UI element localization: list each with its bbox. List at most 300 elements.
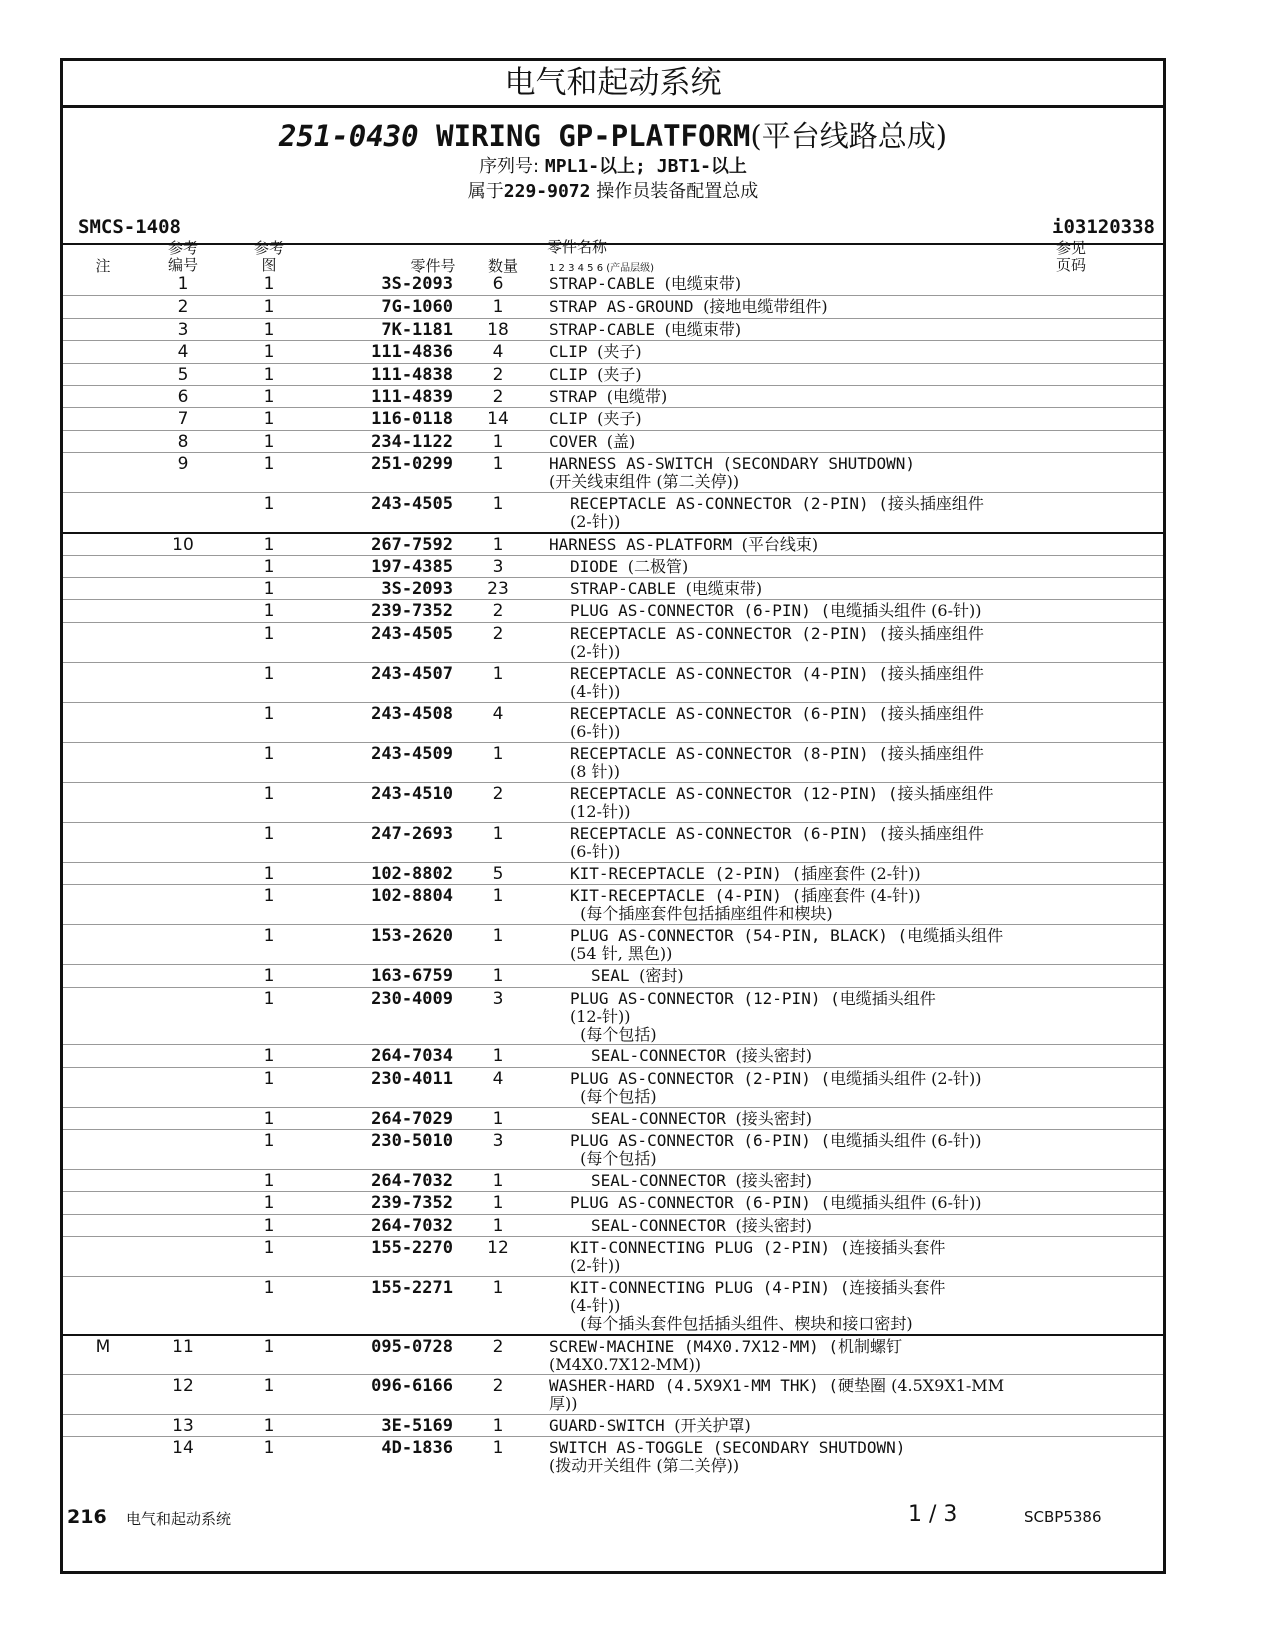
cell-part-name (549, 366, 642, 384)
cell-qty: 4 (492, 703, 504, 724)
part-name-en: SWITCH AS-TOGGLE (SECONDARY SHUTDOWN) (549, 1438, 906, 1458)
part-name-continuation: (2-针)) (570, 641, 621, 661)
cell-ref-illus: 1 (263, 297, 275, 318)
cell-part-name (549, 343, 642, 361)
cell-part-name (570, 785, 994, 821)
part-name-cn: (接头密封) (735, 1108, 812, 1128)
header-part-name: 零件名称 (547, 238, 608, 256)
table-row (63, 452, 1163, 493)
table-row (63, 295, 1163, 318)
part-name-cn: 插座套件 (4-针)) (801, 886, 921, 906)
cell-ref-illus: 1 (263, 1215, 275, 1236)
cell-part-no: 243-4510 (371, 783, 453, 804)
cell-part-no: 7G-1060 (381, 297, 453, 318)
part-name-continuation: (4-针)) (570, 1296, 621, 1316)
cell-ref-illus: 1 (263, 454, 275, 475)
cell-qty: 2 (492, 1375, 504, 1396)
cell-part-name (570, 887, 921, 923)
table-row (63, 430, 1163, 453)
cell-ref-no: 2 (177, 297, 189, 318)
section-banner: 电气和起动系统 (63, 61, 1163, 108)
cell-part-no: 163-6759 (371, 966, 453, 987)
cell-ref-no: 3 (177, 319, 189, 340)
part-name-cn: 接头插座组件 (887, 703, 984, 723)
cell-part-name (570, 1132, 982, 1168)
table-row (63, 622, 1163, 663)
table-row (63, 363, 1163, 386)
part-name-continuation: (6-针)) (570, 841, 621, 861)
cell-qty: 1 (492, 1215, 504, 1236)
cell-qty: 2 (492, 364, 504, 385)
cell-part-name (570, 1070, 982, 1106)
cell-note: M (95, 1336, 111, 1357)
illustration-id: i03120338 (1052, 216, 1155, 238)
part-name-en: STRAP-CABLE (549, 319, 665, 339)
table-row (63, 702, 1163, 743)
cell-qty: 1 (492, 1046, 504, 1067)
part-name-continuation: (8 针)) (570, 761, 620, 781)
cell-qty: 1 (492, 1415, 504, 1436)
part-name-cn: (电缆束带) (685, 579, 763, 598)
part-name-cn: 接头插座组件 (897, 783, 994, 803)
part-name-cn: 接头插座组件 (887, 823, 984, 843)
cell-ref-illus: 1 (263, 988, 275, 1009)
cell-ref-illus: 1 (263, 535, 275, 556)
part-name-cn: 电缆插头组件 (2-针)) (830, 1068, 982, 1088)
part-name-continuation: 厚)) (549, 1393, 578, 1413)
cell-part-no: 243-4509 (371, 743, 453, 764)
table-row (63, 407, 1163, 430)
cell-qty: 1 (492, 886, 504, 907)
cell-ref-illus: 1 (263, 1415, 275, 1436)
part-name-en: RECEPTACLE AS-CONNECTOR (2-PIN) ( (570, 623, 888, 643)
cell-qty: 1 (492, 966, 504, 987)
header-qty: 数量 (487, 257, 518, 275)
part-name-continuation: (12-针)) (570, 801, 631, 821)
cell-part-no: 264-7032 (371, 1171, 453, 1191)
part-name-cn: 电缆插头组件 (6-针)) (830, 1131, 982, 1150)
cell-part-name (549, 433, 635, 451)
part-name-cn: 电缆插头组件 (907, 926, 1004, 946)
header-levels: 1 2 3 4 5 6 (产品层级) (549, 263, 655, 274)
cell-part-no: 111-4839 (371, 387, 453, 407)
table-row (63, 599, 1163, 622)
part-name-cn: 插座套件 (2-针)) (801, 863, 921, 883)
cell-qty: 1 (492, 1278, 504, 1299)
cell-part-name (570, 705, 984, 741)
cell-qty: 5 (492, 863, 504, 884)
cell-ref-illus: 1 (263, 823, 275, 844)
table-row (63, 273, 1163, 295)
cell-qty: 2 (492, 1336, 504, 1357)
cell-ref-illus: 1 (263, 663, 275, 684)
cell-ref-illus: 1 (263, 274, 275, 294)
cell-part-name (570, 665, 984, 701)
cell-qty: 1 (492, 297, 504, 318)
cell-ref-no: 7 (177, 409, 189, 430)
cell-part-no: 264-7029 (371, 1108, 453, 1129)
cell-qty: 1 (492, 663, 504, 684)
part-name-en: KIT-RECEPTACLE (4-PIN) ( (570, 886, 802, 906)
part-name-cn: (开关护罩) (674, 1415, 751, 1435)
table-row (63, 1191, 1163, 1214)
cell-ref-illus: 1 (263, 743, 275, 764)
cell-part-no: 234-1122 (371, 431, 453, 452)
cell-part-name (570, 625, 984, 661)
table-row (63, 1129, 1163, 1170)
cell-qty: 4 (492, 342, 504, 363)
part-name-en: WASHER-HARD (4.5X9X1-MM THK) ( (549, 1375, 838, 1395)
group-number: 251-0430 (278, 119, 419, 153)
table-row (63, 340, 1163, 363)
cell-part-no: 155-2271 (371, 1278, 453, 1299)
cell-ref-illus: 1 (263, 886, 275, 907)
part-name-en: PLUG AS-CONNECTOR (6-PIN) ( (570, 1193, 831, 1213)
part-name-en: STRAP-CABLE (570, 579, 686, 598)
cell-qty: 12 (487, 1238, 509, 1259)
table-row (63, 318, 1163, 341)
cell-qty: 2 (492, 623, 504, 644)
table-row (63, 555, 1163, 578)
cell-part-name (570, 1279, 945, 1333)
footer-doc-code: SCBP5386 (1024, 1508, 1102, 1526)
cell-qty: 1 (492, 1438, 504, 1459)
cell-part-name (549, 275, 741, 293)
table-row (63, 987, 1163, 1046)
cell-part-no: 264-7032 (371, 1215, 453, 1236)
part-name-en: RECEPTACLE AS-CONNECTOR (2-PIN) ( (570, 494, 888, 514)
header-ref-illus: 参考 图 (253, 239, 284, 274)
serial-value: MPL1-以上; JBT1-以上 (544, 156, 747, 177)
cell-part-name (570, 580, 762, 598)
cell-qty: 1 (492, 1193, 504, 1214)
cell-qty: 1 (492, 926, 504, 947)
cell-qty: 1 (492, 454, 504, 475)
cell-ref-illus: 1 (263, 1171, 275, 1191)
cell-part-no: 243-4507 (371, 663, 453, 684)
cell-ref-illus: 1 (263, 556, 275, 577)
cell-part-no: 243-4505 (371, 623, 453, 644)
part-name-en: SEAL (591, 966, 640, 986)
table-row (63, 782, 1163, 823)
part-name-cn: (密封) (639, 966, 684, 986)
part-name-cn: (接头密封) (735, 1215, 812, 1235)
part-name-cn: 接头插座组件 (887, 623, 984, 643)
cell-part-name (591, 1047, 812, 1065)
part-name-cn: 电缆插头组件 (6-针)) (830, 601, 982, 621)
header-note: 注 (95, 257, 111, 275)
cell-part-name (570, 558, 688, 576)
footer-page-fraction: 1 / 3 (908, 1502, 958, 1527)
cell-qty: 4 (492, 1068, 504, 1089)
cell-part-no: 096-6166 (371, 1375, 453, 1396)
part-name-continuation: (4-针)) (570, 681, 621, 701)
cell-ref-illus: 1 (263, 863, 275, 884)
cell-part-name (570, 825, 984, 861)
cell-ref-no: 10 (172, 535, 194, 556)
part-name-cn: 硬垫圈 (4.5X9X1-MM (837, 1375, 1005, 1395)
cell-ref-illus: 1 (263, 409, 275, 430)
cell-part-name (570, 927, 1003, 963)
cell-part-no: 102-8802 (371, 863, 453, 884)
part-of-number: 229-9072 (503, 181, 591, 202)
part-name-continuation: (每个插座套件包括插座组件和楔块) (570, 904, 833, 924)
cell-ref-illus: 1 (263, 1438, 275, 1459)
cell-part-name (591, 1172, 812, 1190)
header-see-page: 参见 页码 (1055, 239, 1086, 274)
cell-part-no: 230-4009 (371, 988, 453, 1009)
cell-qty: 1 (492, 535, 504, 556)
cell-ref-illus: 1 (263, 1238, 275, 1259)
page-title (63, 119, 1163, 153)
part-name-cn: (平台线束) (741, 535, 819, 555)
cell-part-name (549, 1417, 751, 1435)
cell-qty: 2 (492, 783, 504, 804)
table-row (63, 577, 1163, 600)
part-name-cn: 机制螺钉 (837, 1336, 902, 1356)
footer-section: 电气和起动系统 (126, 1510, 232, 1528)
cell-part-no: 7K-1181 (381, 319, 453, 340)
table-row (63, 742, 1163, 783)
part-name-en: SEAL-CONNECTOR (591, 1108, 736, 1128)
cell-part-name (549, 1439, 905, 1475)
cell-part-no: 267-7592 (371, 535, 453, 556)
cell-part-name (549, 388, 667, 406)
part-name-cn: (电缆束带) (664, 319, 742, 339)
header-ref-no: 参考 编号 (167, 239, 198, 274)
cell-part-no: 264-7034 (371, 1046, 453, 1067)
table-row (63, 532, 1163, 556)
cell-part-no: 3S-2093 (381, 274, 453, 294)
part-name-cn: (电缆带) (606, 387, 668, 406)
serial-label: 序列号: (479, 156, 540, 177)
part-name-continuation: (M4X0.7X12-MM)) (549, 1354, 702, 1374)
cell-ref-illus: 1 (263, 431, 275, 452)
part-name-cn: (接头密封) (735, 1171, 812, 1190)
part-name-en: SCREW-MACHINE (M4X0.7X12-MM) ( (549, 1336, 838, 1356)
part-name-continuation: (每个插头套件包括插头组件、楔块和接口密封) (570, 1314, 913, 1334)
cell-qty: 2 (492, 387, 504, 407)
cell-ref-no: 11 (172, 1336, 194, 1357)
cell-part-no: 4D-1836 (381, 1438, 453, 1459)
serial-line (63, 155, 1163, 179)
cell-qty: 1 (492, 431, 504, 452)
cell-part-name (591, 1110, 812, 1128)
part-name-continuation: (拨动开关组件 (第二关停)) (549, 1456, 740, 1476)
cell-part-name (591, 967, 684, 985)
cell-qty: 23 (487, 579, 509, 599)
cell-ref-illus: 1 (263, 1068, 275, 1089)
cell-ref-illus: 1 (263, 579, 275, 599)
part-name-en: COVER (549, 431, 607, 451)
group-name-cn: (平台线路总成) (750, 119, 948, 153)
footer-page-number: 216 (67, 1506, 107, 1528)
part-name-en: GUARD-SWITCH (549, 1415, 675, 1435)
cell-part-no: 247-2693 (371, 823, 453, 844)
cell-qty: 1 (492, 1171, 504, 1191)
cell-part-name (570, 1239, 945, 1275)
cell-ref-illus: 1 (263, 1131, 275, 1151)
part-name-cn: (接头密封) (735, 1046, 812, 1066)
cell-ref-illus: 1 (263, 1336, 275, 1357)
cell-ref-no: 1 (177, 274, 189, 294)
cell-ref-illus: 1 (263, 387, 275, 407)
cell-ref-illus: 1 (263, 926, 275, 947)
part-name-continuation: (每个包括) (570, 1149, 657, 1168)
cell-ref-illus: 1 (263, 1193, 275, 1214)
table-row (63, 1067, 1163, 1108)
cell-ref-illus: 1 (263, 364, 275, 385)
cell-ref-illus: 1 (263, 1108, 275, 1129)
table-row (63, 1436, 1163, 1477)
cell-ref-illus: 1 (263, 1278, 275, 1299)
cell-ref-no: 5 (177, 364, 189, 385)
part-name-cn: 电缆插头组件 (839, 988, 936, 1008)
part-name-cn: 连接插头套件 (849, 1278, 946, 1298)
cell-ref-no: 9 (177, 454, 189, 475)
cell-part-no: 239-7352 (371, 1193, 453, 1214)
cell-part-no: 230-4011 (371, 1068, 453, 1089)
cell-part-name (570, 990, 936, 1044)
cell-part-no: 116-0118 (371, 409, 453, 430)
part-name-cn: 接头插座组件 (887, 663, 984, 683)
table-row (63, 1169, 1163, 1192)
cell-ref-illus: 1 (263, 783, 275, 804)
table-row (63, 1214, 1163, 1237)
part-name-cn: (夹子) (597, 409, 642, 429)
part-name-en: CLIP (549, 342, 598, 362)
cell-part-no: 155-2270 (371, 1238, 453, 1259)
cell-qty: 6 (492, 274, 504, 294)
part-name-cn: (接地电缆带组件) (703, 297, 828, 317)
cell-ref-no: 8 (177, 431, 189, 452)
part-name-continuation: (开关线束组件 (第二关停)) (549, 472, 740, 492)
part-name-cn: 接头插座组件 (887, 743, 984, 763)
part-name-en: KIT-CONNECTING PLUG (4-PIN) ( (570, 1278, 850, 1298)
cell-part-name (549, 298, 828, 316)
header-part-no: 零件号 (410, 257, 456, 275)
table-row (63, 1414, 1163, 1437)
part-name-cn: (盖) (606, 431, 636, 451)
part-name-en: PLUG AS-CONNECTOR (54-PIN, BLACK) ( (570, 926, 908, 946)
table-row (63, 1334, 1163, 1376)
cell-qty: 1 (492, 823, 504, 844)
cell-ref-illus: 1 (263, 1046, 275, 1067)
part-name-en: STRAP (549, 387, 607, 406)
cell-part-name (549, 1338, 902, 1374)
part-name-continuation: (12-针)) (570, 1006, 631, 1026)
table-row (63, 924, 1163, 965)
group-name: WIRING GP-PLATFORM (436, 119, 751, 153)
part-name-en: CLIP (549, 409, 598, 429)
smcs-code: SMCS-1408 (78, 216, 181, 238)
part-of-label: 属于 (467, 181, 504, 202)
document-frame (60, 58, 1166, 1574)
part-name-en: SEAL-CONNECTOR (591, 1046, 736, 1066)
table-row (63, 1044, 1163, 1067)
cell-part-no: 251-0299 (371, 454, 453, 475)
cell-part-no: 153-2620 (371, 926, 453, 947)
table-row (63, 964, 1163, 987)
part-of-line (63, 180, 1163, 204)
part-name-en: RECEPTACLE AS-CONNECTOR (12-PIN) ( (570, 783, 898, 803)
part-name-en: RECEPTACLE AS-CONNECTOR (4-PIN) ( (570, 663, 888, 683)
cell-ref-illus: 1 (263, 966, 275, 987)
cell-ref-illus: 1 (263, 319, 275, 340)
cell-part-no: 239-7352 (371, 601, 453, 622)
cell-part-name (570, 495, 984, 531)
cell-part-no: 102-8804 (371, 886, 453, 907)
part-name-en: KIT-CONNECTING PLUG (2-PIN) ( (570, 1238, 850, 1258)
part-name-en: PLUG AS-CONNECTOR (2-PIN) ( (570, 1068, 831, 1088)
cell-part-no: 3E-5169 (381, 1415, 453, 1436)
cell-part-name (570, 1194, 982, 1212)
cell-qty: 1 (492, 743, 504, 764)
cell-part-no: 111-4836 (371, 342, 453, 363)
part-name-en: CLIP (549, 364, 598, 384)
cell-part-name (549, 536, 818, 554)
cell-part-no: 230-5010 (371, 1131, 453, 1151)
table-row (63, 822, 1163, 863)
cell-part-no: 243-4508 (371, 703, 453, 724)
part-name-continuation: (每个包括) (570, 1086, 657, 1106)
cell-part-name (549, 1377, 1004, 1413)
part-name-en: HARNESS AS-PLATFORM (549, 535, 742, 555)
table-row (63, 1107, 1163, 1130)
cell-qty: 3 (492, 556, 504, 577)
part-name-en: PLUG AS-CONNECTOR (12-PIN) ( (570, 988, 840, 1008)
cell-part-no: 095-0728 (371, 1336, 453, 1357)
header-rule (63, 243, 1163, 245)
cell-part-name (549, 455, 915, 491)
part-name-en: STRAP AS-GROUND (549, 297, 704, 317)
part-name-cn: 连接插头套件 (849, 1238, 946, 1258)
part-name-cn: (夹子) (597, 342, 642, 362)
table-row (63, 1236, 1163, 1277)
part-name-en: STRAP-CABLE (549, 274, 665, 293)
part-name-en: DIODE (570, 556, 628, 576)
part-name-en: KIT-RECEPTACLE (2-PIN) ( (570, 863, 802, 883)
table-row (63, 884, 1163, 925)
part-name-en: RECEPTACLE AS-CONNECTOR (8-PIN) ( (570, 743, 888, 763)
cell-qty: 3 (492, 1131, 504, 1151)
table-row (63, 492, 1163, 533)
part-name-en: PLUG AS-CONNECTOR (6-PIN) ( (570, 1131, 831, 1150)
part-name-en: SEAL-CONNECTOR (591, 1171, 736, 1190)
part-of-desc: 操作员装备配置总成 (596, 181, 759, 202)
cell-ref-illus: 1 (263, 494, 275, 515)
cell-part-name (570, 865, 921, 883)
table-row (63, 1374, 1163, 1415)
cell-qty: 18 (487, 319, 509, 340)
cell-ref-no: 14 (172, 1438, 194, 1459)
cell-ref-no: 4 (177, 342, 189, 363)
cell-ref-illus: 1 (263, 1375, 275, 1396)
cell-part-no: 3S-2093 (381, 579, 453, 599)
part-name-continuation: (6-针)) (570, 721, 621, 741)
cell-ref-illus: 1 (263, 703, 275, 724)
part-name-cn: 电缆插头组件 (6-针)) (830, 1193, 982, 1213)
cell-part-name (591, 1217, 812, 1235)
cell-ref-illus: 1 (263, 623, 275, 644)
part-name-continuation: (每个包括) (570, 1024, 657, 1044)
part-name-en: SEAL-CONNECTOR (591, 1215, 736, 1235)
cell-part-name (549, 321, 741, 339)
part-name-cn: 接头插座组件 (887, 494, 984, 514)
part-name-cn: (夹子) (597, 364, 642, 384)
part-name-en: RECEPTACLE AS-CONNECTOR (6-PIN) ( (570, 823, 888, 843)
cell-qty: 14 (487, 409, 509, 430)
